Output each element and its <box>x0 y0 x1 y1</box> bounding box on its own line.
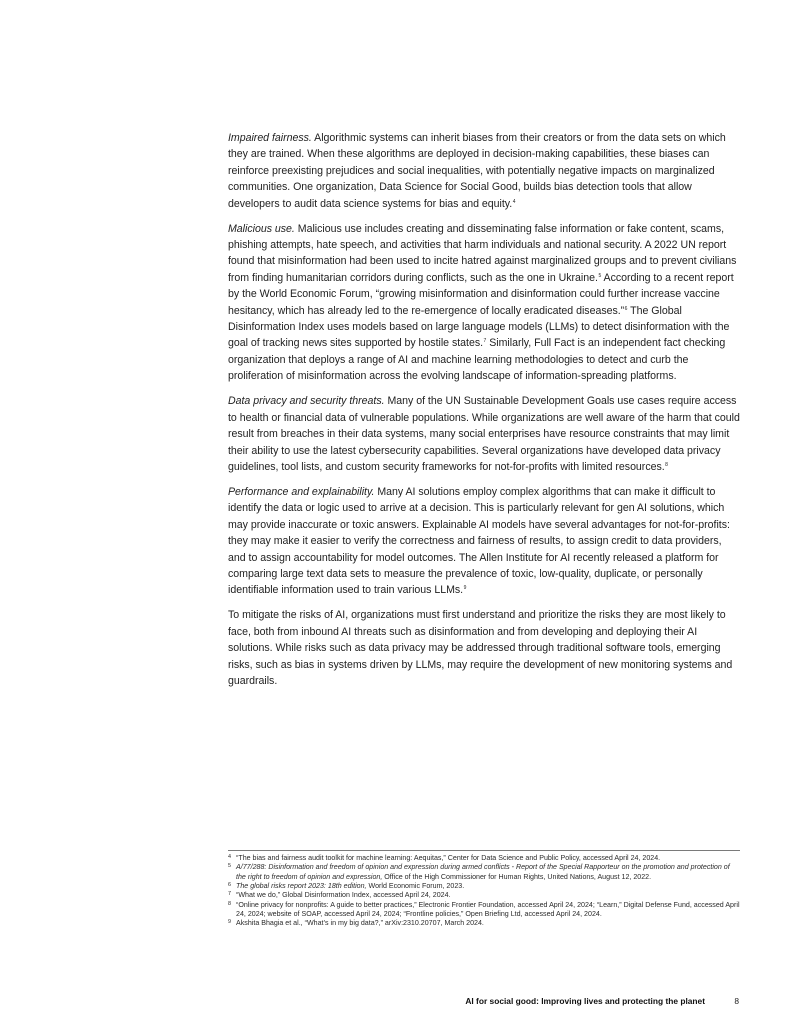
paragraph-text: Algorithmic systems can inherit biases from their creators or from the data sets on which they are trained. When these algorithms are deployed in decision-making capabilities, these biases can reinforce preexisting prejudices and social inequalities, with potentially negative impacts on marginalized communities. One organization, Data Science for Social Good, builds bias detection tools that allow developers to audit data science systems for bias and equity. <box>228 132 726 210</box>
paragraph-data-privacy <box>228 393 740 475</box>
paragraph-text: Many AI solutions employ complex algorithms that can make it difficult to identify the data or logic used to arrive at a decision. This is particularly relevant for gen AI solutions, which may provide inaccurate or toxic answers. Explainable AI models have several advantages for not-for-profits: they may make it easier to verify the correctness and fairness of results, to assign credit to data providers, and to assign accountability for model outcomes. The Allen Institute for AI recently released a platform for comparing large text data sets to measure the prevalence of toxic, low-quality, duplicate, or personally identifiable information used to train various LLMs. <box>228 485 730 597</box>
footnote-ref: 4 <box>512 198 516 205</box>
footnote-text: Akshita Bhagia et al., “What’s in my big data?,” arXiv:2310.20707, March 2024. <box>236 919 484 928</box>
body-text <box>228 130 740 698</box>
footnote-item <box>228 919 740 928</box>
footnotes <box>228 854 740 929</box>
footnote-text: “The bias and fairness audit toolkit for machine learning: Aequitas,” Center for Data Science and Public Policy, accessed April 24, 2024. <box>236 854 661 862</box>
footnote-text: World Economic Forum, 2023. <box>366 882 465 891</box>
footnote-number: 8 <box>228 900 231 907</box>
footnote-item <box>228 882 740 891</box>
footnote-ref: 5 <box>598 272 602 279</box>
paragraph-text: Malicious use includes creating and disseminating false information or fake content, scams, phishing attempts, hate speech, and activities that harm individuals and national security. A 2022 UN report found that misinformation had been used to incite hatred against marginalized groups and to prevent civilians from finding humanitarian corridors during conflicts, such as the one in Ukraine. <box>228 222 737 284</box>
page-number: 8 <box>734 996 739 1006</box>
paragraph-text: To mitigate the risks of AI, organizations must first understand and prioritize the risks they are most likely to face, both from inbound AI threats such as disinformation and from developing and deploying their AI solutions. While risks such as data privacy may be addressed through traditional software tools, emerging risks, such as bias in systems driven by LLMs, may require the development of new monitoring systems and guardrails. <box>228 609 733 687</box>
footnote-title: A/77/288: Disinformation and freedom of opinion and expression during armed conflicts - Report of the Special Rapporteur on the promotion and protection of the right to freedom of opinion and expression, <box>236 863 730 881</box>
paragraph-performance-explainability <box>228 484 740 599</box>
footnote-number: 6 <box>228 882 231 889</box>
footnote-item <box>228 854 740 863</box>
paragraph-text: Similarly, Full Fact is an independent fact checking organization that deploys a range of AI and machine learning methodologies to detect and curb the proliferation of misinformation across the evolving landscape of information-spreading platforms. <box>228 337 726 383</box>
footnote-number: 9 <box>228 919 231 926</box>
paragraph-mitigation <box>228 607 740 689</box>
paragraph-text: Many of the UN Sustainable Development Goals use cases require access to health or financial data of vulnerable populations. While organizations are well aware of the harm that could result from breaches in their data systems, many social enterprises have resource constraints that may limit their ability to use the latest cybersecurity capabilities. Several organizations have developed data privacy guidelines, tool lists, and custom security frameworks for not-for-profits with limited resources. <box>228 395 740 473</box>
footnote-number: 7 <box>228 891 231 898</box>
footnote-item <box>228 863 740 882</box>
paragraph-text: The Global Disinformation Index uses models based on large language models (LLMs) to detect disinformation with the goal of tracking news sites supported by hostile states. <box>228 304 730 350</box>
footer-title: AI for social good: Improving lives and protecting the planet <box>465 996 705 1006</box>
footnote-ref: 7 <box>483 338 487 345</box>
footnote-ref: 6 <box>624 305 628 312</box>
paragraph-lead: Impaired fairness. <box>228 132 312 144</box>
footnote-title: The global risks report 2023: 18th edition, <box>236 882 367 891</box>
footnote-ref: 9 <box>463 585 467 592</box>
paragraph-text: According to a recent report by the World Economic Forum, “growing misinformation and disinformation could further increase vaccine hesitancy, which has already led to the re-emergence of locally eradicated diseases.” <box>228 271 734 317</box>
paragraph-lead: Performance and explainability. <box>228 485 375 498</box>
footnote-text: “What we do,” Global Disinformation Index, accessed April 24, 2024. <box>236 891 451 900</box>
footnote-text: Office of the High Commissioner for Human Rights, United Nations, August 12, 2022. <box>382 872 652 881</box>
footnote-item <box>228 891 740 900</box>
paragraph-lead: Malicious use. <box>228 222 295 235</box>
paragraph-impaired-fairness <box>228 130 740 212</box>
footnote-text: “Online privacy for nonprofits: A guide to better practices,” Electronic Frontier Foundation, accessed April 24, 2024; “Learn,” Digital Defense Fund, accessed April 24, 2024; website of SOAP, accessed April 24, 2024; “Frontline policies,” Open Briefing Ltd, accessed April 24, 2024. <box>236 900 740 919</box>
paragraph-lead: Data privacy and security threats. <box>228 395 385 408</box>
paragraph-malicious-use <box>228 221 740 385</box>
footnote-item <box>228 901 740 920</box>
page-footer <box>0 995 791 1009</box>
footnote-number: 5 <box>228 863 231 870</box>
footnote-number: 4 <box>228 854 231 860</box>
footnote-divider <box>228 850 740 851</box>
footnote-ref: 8 <box>665 461 668 468</box>
